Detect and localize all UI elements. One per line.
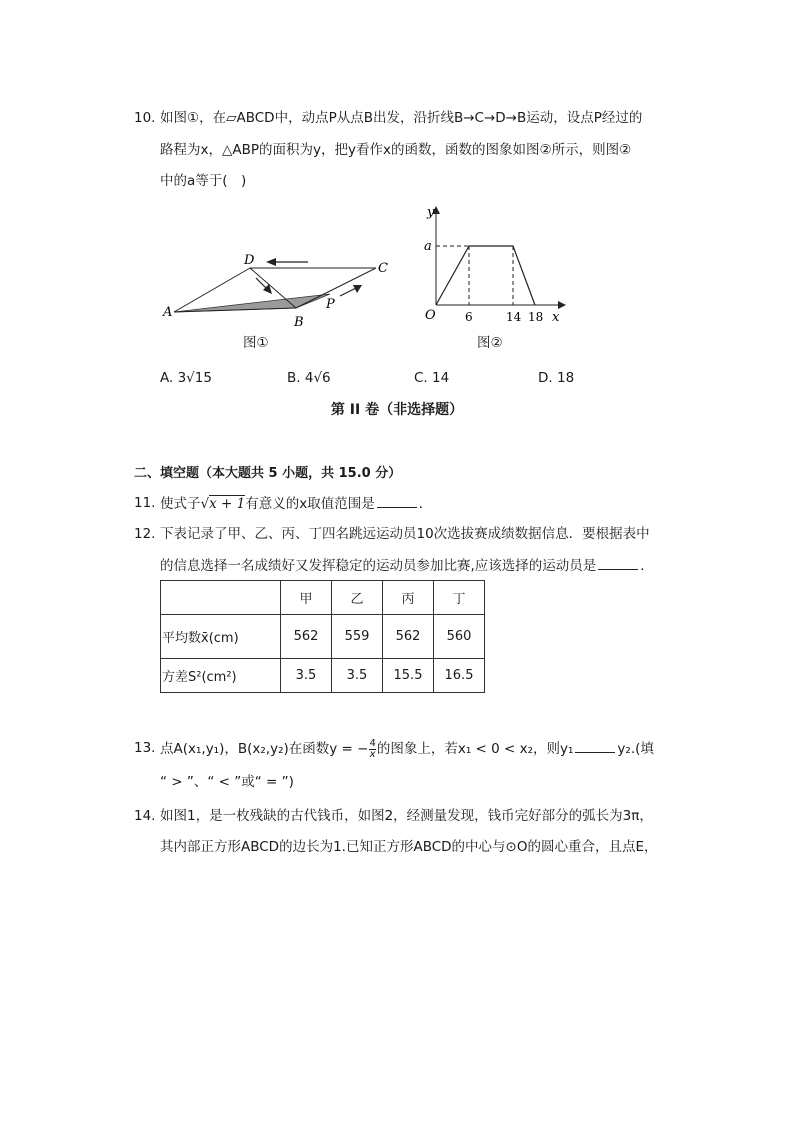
fig1-arrow-p [340, 288, 356, 296]
fig2-tick-18: 18 [528, 310, 544, 324]
q10-number: 10. [134, 110, 156, 126]
fig1-label-p: P [326, 297, 335, 312]
fig1-label-b: B [294, 315, 304, 330]
fig2-tick-6: 6 [465, 310, 473, 324]
q14-line-2: 其内部正方形ABCD的边长为1.已知正方形ABCD的中心与⊙O的圆心重合，且点E， [160, 839, 658, 855]
option-value: 18 [556, 370, 575, 386]
q10-figure-2 [420, 200, 570, 330]
table-cell: 559 [332, 615, 383, 659]
fig2-label-x: x [552, 310, 560, 325]
q11-answer-blank[interactable] [377, 493, 417, 508]
table-header-cell: 丙 [383, 581, 434, 615]
option-letter: D. [538, 370, 553, 386]
q13-number: 13. [134, 740, 156, 756]
q11-radicand: x + 1 [209, 496, 246, 512]
table-cell: 562 [281, 615, 332, 659]
fig2-label-a: a [424, 239, 432, 254]
fraction-numerator: 4 [369, 737, 376, 749]
q13-line-2: “ > ”、“ < ”或“ = ”) [160, 774, 294, 790]
table-header-cell: 甲 [281, 581, 332, 615]
table-cell: 16.5 [434, 659, 485, 693]
option-letter: C. [414, 370, 428, 386]
q10-figure-1 [160, 248, 400, 358]
table-cell: 3.5 [332, 659, 383, 693]
q11-post: 有意义的x取值范围是 [245, 496, 375, 512]
q12-answer-blank[interactable] [598, 555, 638, 570]
q13-fraction [369, 739, 375, 760]
table-cell: 方差S²(cm²) [161, 659, 281, 693]
fig2-label-y: y [427, 205, 435, 220]
fig1-label-a: A [163, 305, 173, 320]
q10-fig2-caption: 图② [477, 335, 503, 351]
table-cell: 15.5 [383, 659, 434, 693]
table-row [161, 659, 485, 693]
table-cell: 平均数x̄(cm) [161, 615, 281, 659]
q13-part-c: y₂.(填 [617, 741, 654, 757]
q10-line-1: 如图①，在▱ABCD中，动点P从点B出发，沿折线B→C→D→B运动，设点P经过的 [160, 110, 643, 126]
q13-part-b: 的图象上，若x₁ < 0 < x₂，则y₁ [376, 741, 574, 757]
table-header-cell [161, 581, 281, 615]
part-2-title: 二、填空题（本大题共 5 小题，共 15.0 分） [134, 466, 402, 481]
fig1-label-d: D [244, 253, 255, 268]
q12-table [160, 580, 485, 693]
table-cell: 560 [434, 615, 485, 659]
table-cell: 3.5 [281, 659, 332, 693]
table-cell: 562 [383, 615, 434, 659]
fig1-arrow-left-head [266, 258, 276, 266]
sqrt-sign: √ [200, 496, 210, 512]
q10-option-d[interactable] [538, 368, 574, 388]
fig2-graph [436, 246, 535, 305]
q10-option-a[interactable] [160, 368, 212, 388]
q10-fig1-caption: 图① [243, 335, 269, 351]
q10-line-3: 中的a等于( ) [160, 173, 247, 189]
option-value: 14 [432, 370, 450, 386]
table-header-cell: 丁 [434, 581, 485, 615]
q13-answer-blank[interactable] [575, 738, 615, 753]
q13-part-a: 点A(x₁,y₁)，B(x₂,y₂)在函数y = − [160, 741, 369, 757]
q12-line-2 [160, 555, 654, 576]
q11-pre: 使式子 [160, 496, 201, 512]
q11-number: 11. [134, 495, 156, 511]
q12-end: ． [640, 558, 654, 574]
q10-option-b[interactable] [287, 368, 331, 388]
q14-number: 14. [134, 808, 156, 824]
option-value: 3√15 [177, 370, 212, 386]
q13-line-1 [160, 738, 654, 760]
fig2-label-o: O [425, 308, 436, 323]
fig1-label-c: C [378, 261, 388, 276]
q14-line-1: 如图1，是一枚残缺的古代钱币，如图2，经测量发现，钱币完好部分的弧长为3π， [160, 808, 653, 824]
q10-line-2: 路程为x，△ABP的面积为y，把y看作x的函数，函数的图象如图②所示，则图② [160, 142, 632, 158]
fig1-side-cb [296, 268, 376, 308]
option-letter: A. [160, 370, 174, 386]
table-header-row [161, 581, 485, 615]
section-2-title: 第 II 卷（非选择题） [330, 402, 464, 418]
q11-end: ． [418, 496, 433, 512]
option-letter: B. [287, 370, 301, 386]
fig2-x-arrow [558, 301, 566, 309]
q12-number: 12. [134, 526, 156, 542]
table-row [161, 615, 485, 659]
q12-line-2-text: 的信息选择一名成绩好又发挥稳定的运动员参加比赛,应该选择的运动员是 [160, 558, 597, 574]
fraction-denominator: x [369, 748, 376, 760]
fig2-tick-14: 14 [506, 310, 522, 324]
option-value: 4√6 [304, 370, 331, 386]
q10-option-c[interactable] [414, 368, 449, 388]
q11-line [160, 493, 432, 514]
table-header-cell: 乙 [332, 581, 383, 615]
q12-line-1: 下表记录了甲、乙、丙、丁四名跳远运动员10次选拔赛成绩数据信息．要根据表中 [160, 526, 650, 542]
